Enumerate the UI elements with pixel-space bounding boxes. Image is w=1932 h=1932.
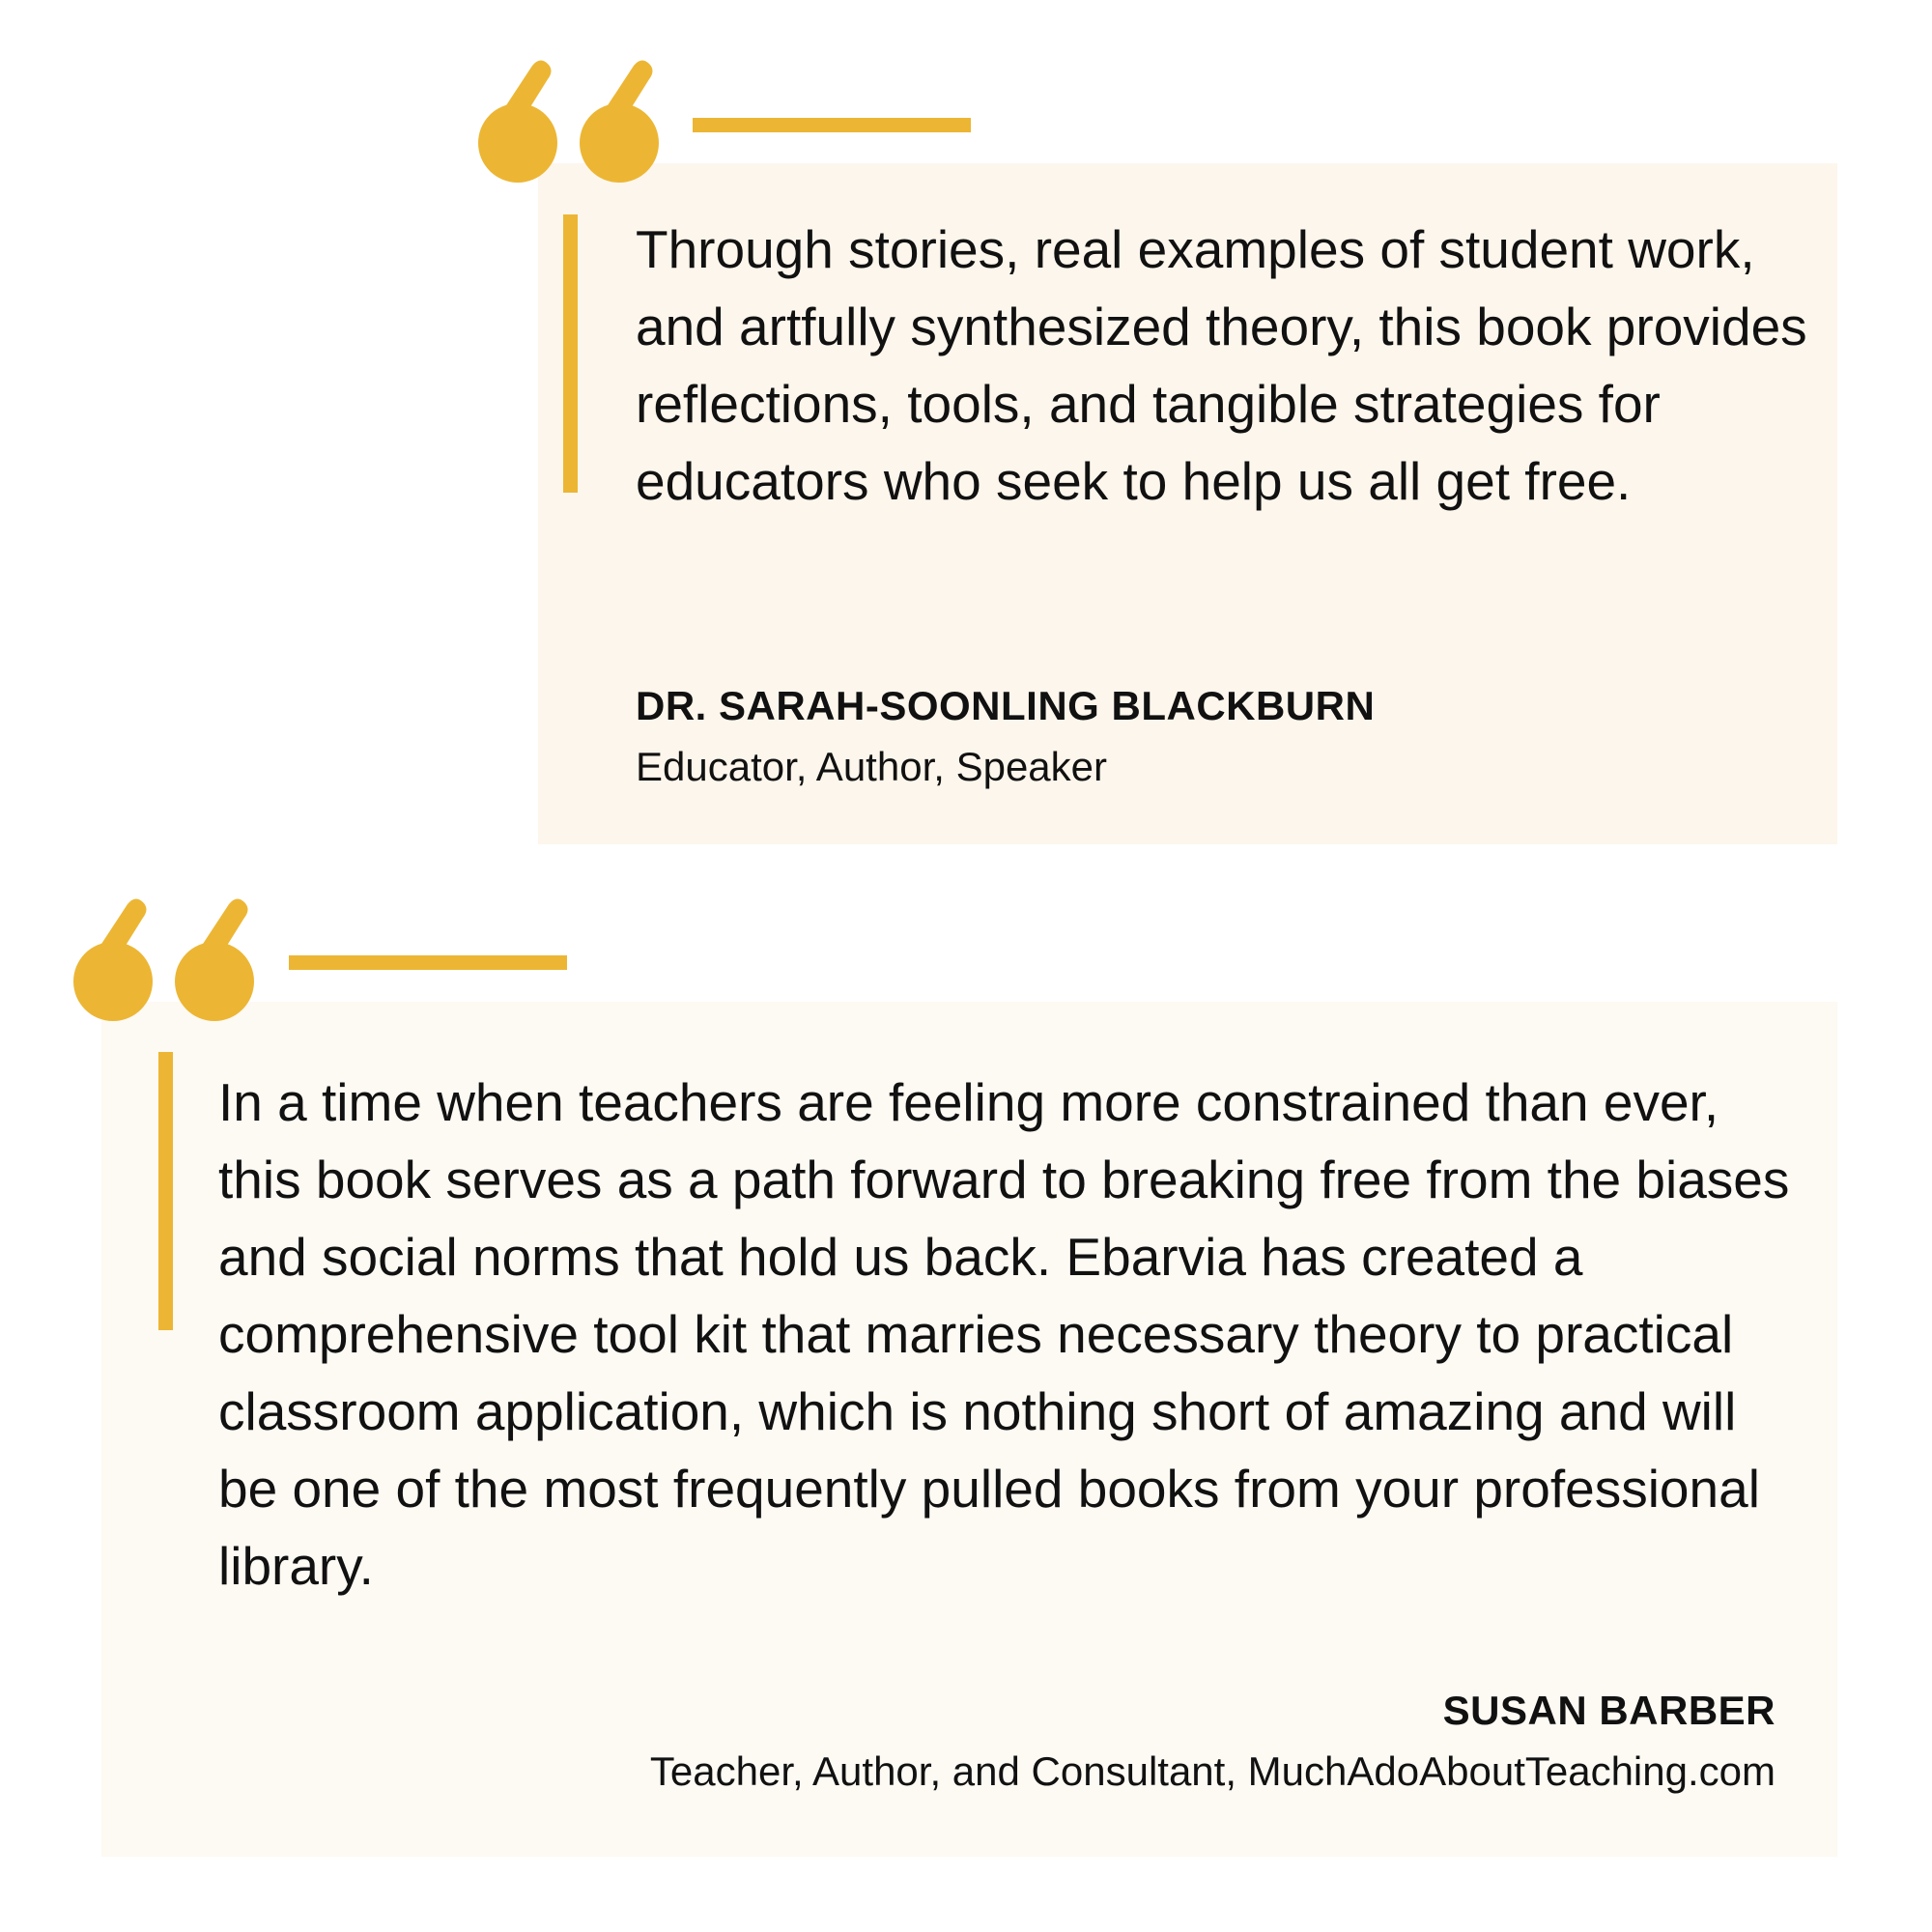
quotation-mark-icon — [478, 58, 662, 184]
quote-accent-bar — [158, 1052, 173, 1330]
testimonial-author: DR. SARAH-SOONLING BLACKBURN — [636, 683, 1376, 728]
quote-rule — [693, 118, 971, 132]
testimonial-quote: In a time when teachers are feeling more constrained than ever, this book serves as a path forward to breaking free from the biases and social norms that hold us back. Ebarvia has created a comprehensive tool kit that marries necessary theory to practical classroom application, which is nothing short of amazing and will be one of the most frequently pulled books from your professional library. — [218, 1072, 1790, 1596]
testimonial-quote: Through stories, real examples of student work, and artfully synthesized theory, this book provides reflections, tools, and tangible strategies for educators who seek to help us all get free. — [636, 219, 1807, 511]
quote-accent-bar — [563, 214, 578, 493]
testimonial-author-title: Educator, Author, Speaker — [636, 744, 1108, 789]
quote-rule — [289, 955, 567, 970]
testimonial-author: SUSAN BARBER — [1442, 1688, 1776, 1733]
quotation-mark-icon — [73, 896, 257, 1022]
testimonial-author-title: Teacher, Author, and Consultant, MuchAdoAboutTeaching.com — [649, 1748, 1776, 1794]
